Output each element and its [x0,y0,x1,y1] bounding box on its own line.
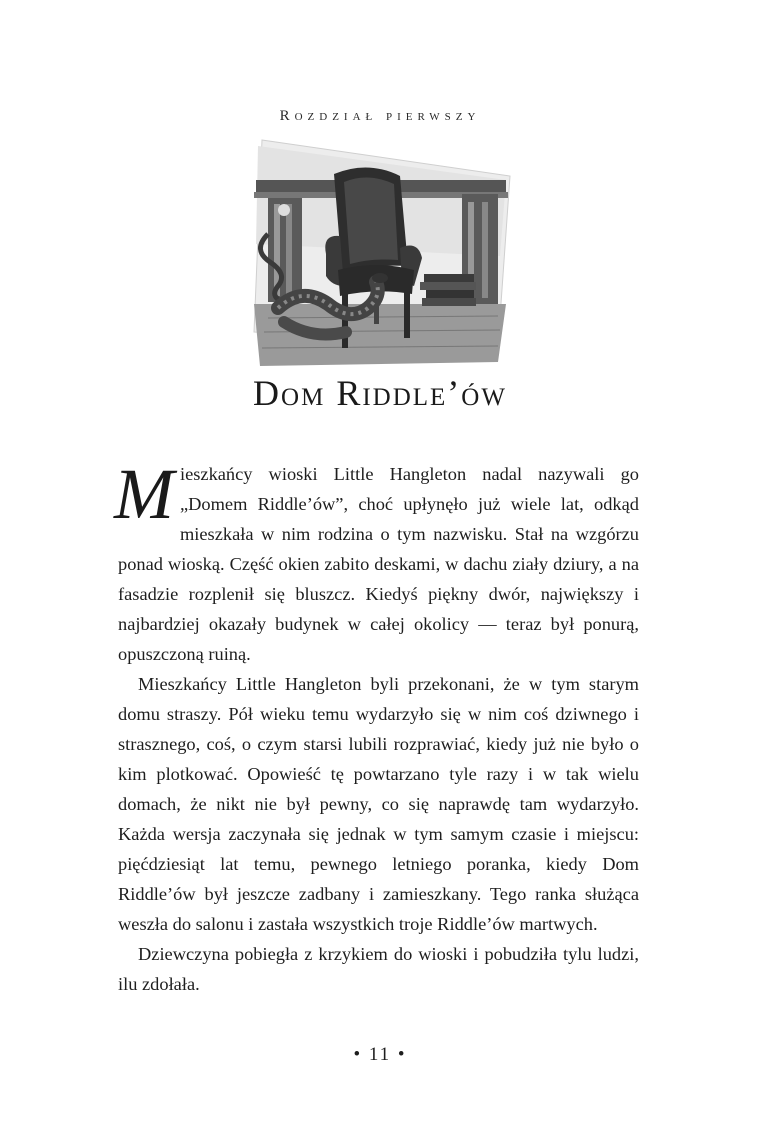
paragraph-text: ieszkańcy wioski Little Hangleton nadal nazywali go „Domem Riddle’ów”, choć upłynęło już wiele lat, odkąd mieszkała w nim rodzina o tym nazwisku. Stał na wzgórzu ponad wioską. Część okien zabito deskami, w dachu ziały dziury, a na fasadzie rozplenił się bluszcz. Kiedyś piękny dwór, największy i najbardziej okazały budynek w całej okolicy — teraz był ponurą, opuszczoną ruiną. [118,464,639,664]
drop-cap: M [114,454,174,534]
paragraph [114,454,639,669]
paragraph: Mieszkańcy Little Hangleton byli przekonani, że w tym starym domu straszy. Pół wieku temu wydarzyło się w nim coś dziwnego i strasznego, coś, o czym starsi lubili rozprawiać, kiedy już nie było o kim plotkować. Opowieść tę powtarzano tyle razy i w tak wielu domach, że nikt nie był pewny, co się naprawdę tam wydarzyło. Każda wersja zaczynała się jednak w tym samym czasie i miejscu: pięćdziesiąt lat temu, pewnego letniego poranka, kiedy Dom Riddle’ów był jeszcze zadbany i zamieszkany. Tego ranka służąca weszła do salonu i zastała wszystkich troje Riddle’ów martwych. [118,674,639,934]
paragraph: Dziewczyna pobiegła z krzykiem do wioski i pobudziła tylu ludzi, ilu zdołała. [118,944,639,994]
chapter-illustration [248,136,512,372]
chapter-title: Dom Riddle’ów [253,373,507,413]
chapter-label: Rozdział pierwszy [279,108,481,124]
body-text [114,454,639,999]
page-number: • 11 • [353,1044,407,1065]
